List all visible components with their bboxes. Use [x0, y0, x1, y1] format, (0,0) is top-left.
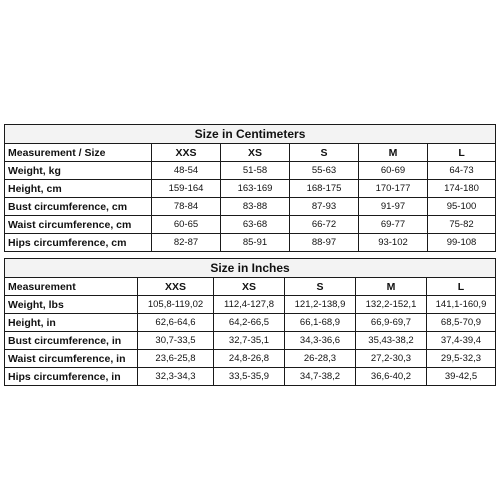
table-cell: 55-63: [290, 162, 359, 180]
size-table-centimeters: [4, 124, 496, 252]
column-header: XXS: [152, 144, 221, 162]
table-cell: 174-180: [428, 180, 496, 198]
row-label: Bust circumference, cm: [5, 198, 152, 216]
column-header: S: [290, 144, 359, 162]
table-title-row: [5, 259, 496, 278]
table-cell: 141,1-160,9: [427, 296, 496, 314]
table-cell: 24,8-26,8: [214, 350, 285, 368]
table-cell: 51-58: [221, 162, 290, 180]
column-header: M: [356, 278, 427, 296]
table-cell: 60-69: [359, 162, 428, 180]
table-cell: 27,2-30,3: [356, 350, 427, 368]
table-cell: 64-73: [428, 162, 496, 180]
table-cell: 75-82: [428, 216, 496, 234]
column-header: Measurement / Size: [5, 144, 152, 162]
table-cell: 99-108: [428, 234, 496, 252]
table-row: [5, 216, 496, 234]
table-cell: 32,3-34,3: [138, 368, 214, 386]
table-row: [5, 180, 496, 198]
header-row: [5, 144, 496, 162]
table-cell: 132,2-152,1: [356, 296, 427, 314]
size-table-inches: [4, 258, 496, 386]
table-cell: 82-87: [152, 234, 221, 252]
table-row: [5, 332, 496, 350]
column-header: XXS: [138, 278, 214, 296]
table-row: [5, 350, 496, 368]
table-cell: 121,2-138,9: [285, 296, 356, 314]
column-header: L: [428, 144, 496, 162]
table-row: [5, 234, 496, 252]
column-header: L: [427, 278, 496, 296]
table-cell: 60-65: [152, 216, 221, 234]
table-cell: 48-54: [152, 162, 221, 180]
table-cell: 34,7-38,2: [285, 368, 356, 386]
table-cell: 170-177: [359, 180, 428, 198]
table-cell: 37,4-39,4: [427, 332, 496, 350]
table-cell: 23,6-25,8: [138, 350, 214, 368]
table-cell: 168-175: [290, 180, 359, 198]
table-cell: 68,5-70,9: [427, 314, 496, 332]
table-cell: 29,5-32,3: [427, 350, 496, 368]
row-label: Waist circumference, cm: [5, 216, 152, 234]
table-cell: 66,1-68,9: [285, 314, 356, 332]
column-header: Measurement: [5, 278, 138, 296]
table-cell: 95-100: [428, 198, 496, 216]
table-cell: 83-88: [221, 198, 290, 216]
column-header: XS: [214, 278, 285, 296]
row-label: Height, in: [5, 314, 138, 332]
table-cell: 87-93: [290, 198, 359, 216]
table-cell: 35,43-38,2: [356, 332, 427, 350]
table-cell: 26-28,3: [285, 350, 356, 368]
table-row: [5, 162, 496, 180]
table-cell: 66,9-69,7: [356, 314, 427, 332]
table-cell: 62,6-64,6: [138, 314, 214, 332]
row-label: Weight, kg: [5, 162, 152, 180]
row-label: Hips circumference, cm: [5, 234, 152, 252]
column-header: M: [359, 144, 428, 162]
table-cell: 91-97: [359, 198, 428, 216]
column-header: S: [285, 278, 356, 296]
table-cell: 39-42,5: [427, 368, 496, 386]
row-label: Height, cm: [5, 180, 152, 198]
table-cell: 88-97: [290, 234, 359, 252]
table-row: [5, 314, 496, 332]
table-row: [5, 368, 496, 386]
table-cell: 69-77: [359, 216, 428, 234]
table-cell: 30,7-33,5: [138, 332, 214, 350]
row-label: Waist circumference, in: [5, 350, 138, 368]
table-cell: 85-91: [221, 234, 290, 252]
table-title-row: [5, 125, 496, 144]
table-cell: 78-84: [152, 198, 221, 216]
table-cell: 93-102: [359, 234, 428, 252]
table-cell: 33,5-35,9: [214, 368, 285, 386]
table-cell: 159-164: [152, 180, 221, 198]
table-row: [5, 296, 496, 314]
row-label: Bust circumference, in: [5, 332, 138, 350]
table-cell: 32,7-35,1: [214, 332, 285, 350]
table-cell: 112,4-127,8: [214, 296, 285, 314]
table-cell: 105,8-119,02: [138, 296, 214, 314]
header-row: [5, 278, 496, 296]
row-label: Weight, lbs: [5, 296, 138, 314]
table-cell: 34,3-36,6: [285, 332, 356, 350]
table-cell: 36,6-40,2: [356, 368, 427, 386]
table-cell: 64,2-66,5: [214, 314, 285, 332]
table-cell: 63-68: [221, 216, 290, 234]
table-title: Size in Centimeters: [5, 125, 496, 144]
table-cell: 66-72: [290, 216, 359, 234]
table-title: Size in Inches: [5, 259, 496, 278]
table-cell: 163-169: [221, 180, 290, 198]
row-label: Hips circumference, in: [5, 368, 138, 386]
column-header: XS: [221, 144, 290, 162]
table-row: [5, 198, 496, 216]
